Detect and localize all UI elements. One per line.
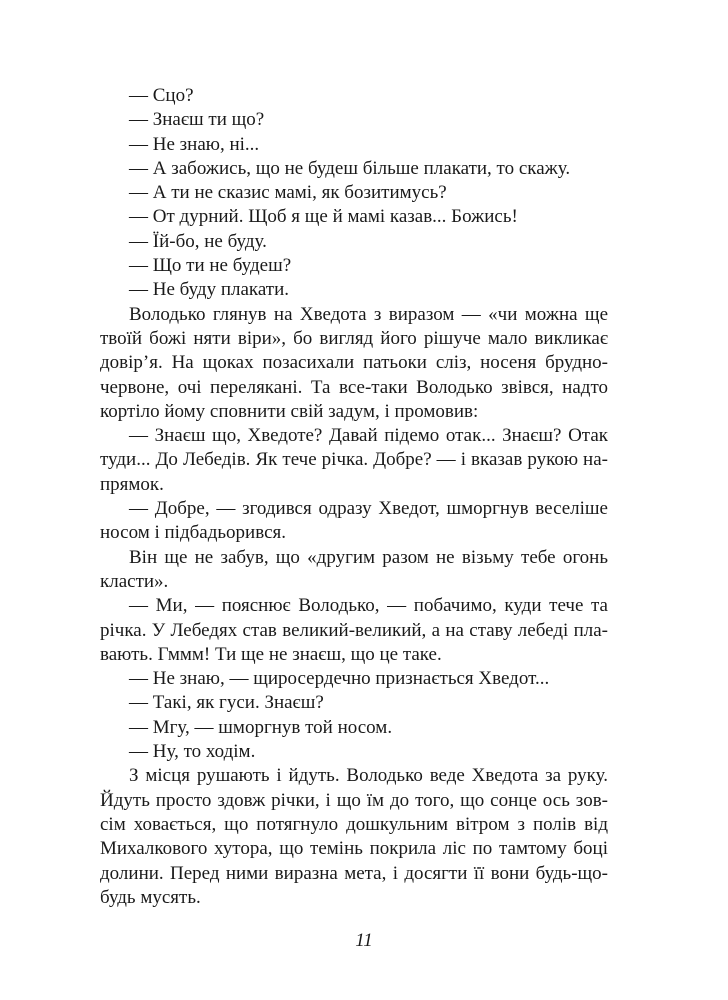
paragraph: — Мгу, — шморгнув той носом. [129,716,393,738]
paragraph: — Ми, — пояснює Володько, — побачимо, куди тече та річка. У Лебедях став великий-великий, а на ставу лебеді плавають. Гммм! Ти ще не знаєш, що це таке. [100,595,608,665]
paragraph: — Такі, як гуси. Знаєш? [129,692,324,714]
paragraph: — А ти не сказис мамі, як бозитимусь? [129,182,447,204]
paragraph: Він ще не забув, що «другим разом не візьму тебе огонь класти». [100,546,608,592]
paragraph: — Добре, — згодився одразу Хведот, шморгнув веселіше носом і підбадьорився. [100,498,608,544]
paragraph: З місця рушають і йдуть. Володько веде Хведота за руку. Йдуть просто здовж річки, і що їм до того, що сонце ось зовсім ховається, що потягнуло дошкульним вітром з полів від Михалкового хутора, що темінь покрила ліс по тамтому боці долини. Перед ними виразна мета, і досягти її вони будь-щобудь мусять. [100,765,608,908]
paragraph: — Ну, то ходім. [129,741,256,763]
paragraph: — От дурний. Щоб я ще й мамі казав... Божись! [129,206,518,228]
paragraph: — Не буду плакати. [129,279,290,301]
paragraph: — А забожись, що не будеш більше плакати, то скажу. [129,157,571,179]
paragraph: — Не знаю, — щиросердечно признається Хведот... [129,668,550,690]
page-number: 11 [355,930,373,951]
paragraph: — Не знаю, ні... [129,133,260,155]
paragraph: Володько глянув на Хведота з виразом — «чи можна ще твоїй божі няти віри», бо вигляд його рішуче мало викликає довір’я. На щоках позасихали патьоки сліз, носеня брудно-червоне, очі перелякані. Та все-таки Володько звівся, надто кортіло йому сповнити свій задум, і промовив: [100,303,608,422]
paragraph: — Знаєш ти що? [129,109,265,131]
paragraph: — Сцо? [129,85,194,106]
paragraph: — Їй-бо, не буду. [129,230,267,252]
page-body [100,84,608,910]
paragraph: — Знаєш що, Хведоте? Давай підемо отак... Знаєш? Отак туди... До Лебедів. Як тече річка. Добре? — і вказав рукою напрямок. [100,425,608,495]
paragraph: — Що ти не будеш? [129,255,292,277]
